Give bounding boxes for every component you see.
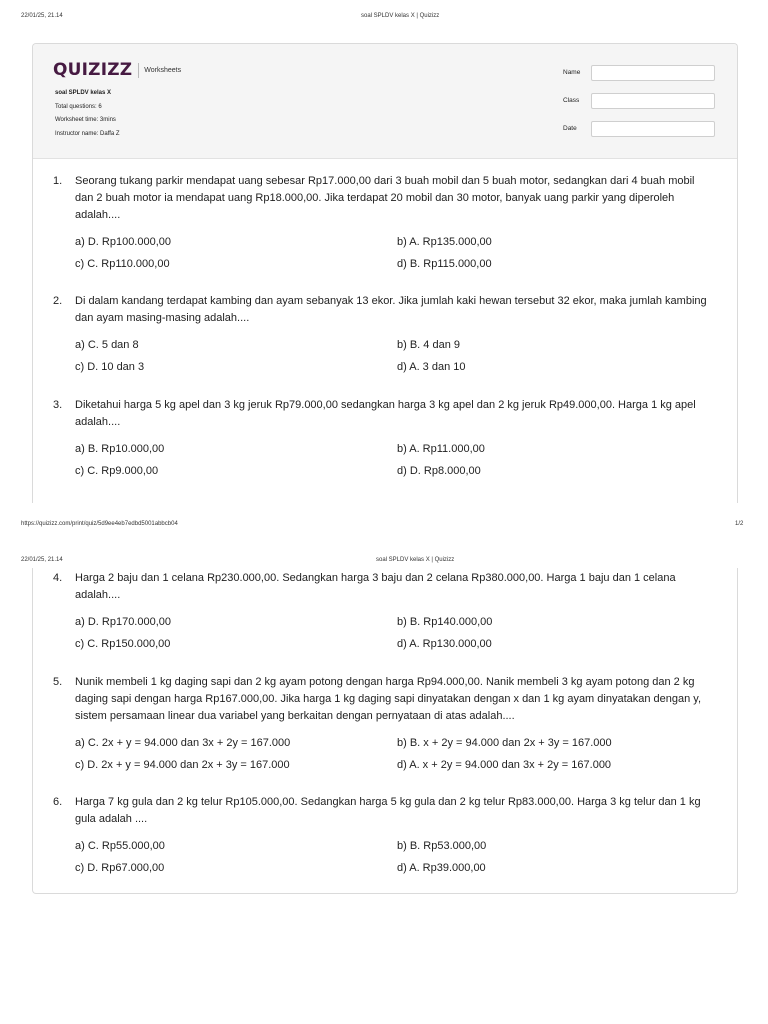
option-b[interactable]: b) B. Rp140.000,00 — [397, 616, 493, 628]
question-4 — [53, 570, 713, 604]
worksheet-header — [33, 44, 737, 159]
worksheet-title: soal SPLDV kelas X — [55, 90, 112, 96]
date-field[interactable] — [591, 121, 715, 137]
option-a[interactable]: a) D. Rp100.000,00 — [75, 236, 172, 248]
option-c[interactable]: c) C. Rp110.000,00 — [75, 258, 170, 270]
name-field[interactable] — [591, 65, 715, 81]
date-label: Date — [563, 125, 577, 132]
question-3 — [53, 397, 713, 431]
question-number: 1. — [53, 175, 63, 187]
question-number: 6. — [53, 796, 63, 808]
option-d[interactable]: d) A. 3 dan 10 — [397, 361, 466, 373]
question-text: Harga 7 kg gula dan 2 kg telur Rp105.000,00. Sedangkan harga 5 kg gula dan 2 kg telur Rp83.000,00. Harga 3 kg telur dan 1 kg gula adalah .... — [75, 796, 701, 825]
question-1 — [53, 173, 713, 224]
option-a[interactable]: a) C. 2x + y = 94.000 dan 3x + 2y = 167.000 — [75, 737, 291, 749]
option-d[interactable]: d) D. Rp8.000,00 — [397, 465, 481, 477]
option-a[interactable]: a) C. Rp55.000,00 — [75, 840, 165, 852]
logo-wordmark: QUIZIZZ — [53, 60, 133, 80]
option-c[interactable]: c) D. Rp67.000,00 — [75, 862, 165, 874]
question-6 — [53, 794, 713, 828]
question-text: Seorang tukang parkir mendapat uang sebesar Rp17.000,00 dari 3 buah mobil dan 5 buah motor, sedangkan dari 4 buah mobil dan 2 buah motor ia mendapat uang Rp18.000,00. Jika terdapat 20 mobil dan 30 motor, banyak uang parkir yang diperoleh adalah.... — [75, 175, 695, 221]
option-b[interactable]: b) A. Rp11.000,00 — [397, 443, 485, 455]
worksheet-card — [32, 43, 738, 503]
question-number: 5. — [53, 676, 63, 688]
option-c[interactable]: c) D. 2x + y = 94.000 dan 2x + 3y = 167.000 — [75, 759, 290, 771]
question-number: 4. — [53, 572, 63, 584]
option-b[interactable]: b) A. Rp135.000,00 — [397, 236, 492, 248]
question-text: Di dalam kandang terdapat kambing dan ayam sebanyak 13 ekor. Jika jumlah kaki hewan tersebut 32 ekor, maka jumlah kambing dan ayam masing-masing adalah.... — [75, 295, 707, 324]
print-page-title: soal SPLDV kelas X | Quizizz — [376, 557, 455, 563]
option-c[interactable]: c) C. Rp150.000,00 — [75, 638, 171, 650]
worksheet-time: Worksheet time: 3mins — [55, 117, 116, 123]
option-d[interactable]: d) A. Rp39.000,00 — [397, 862, 486, 874]
question-5 — [53, 674, 713, 725]
option-c[interactable]: c) D. 10 dan 3 — [75, 361, 145, 373]
option-d[interactable]: d) B. Rp115.000,00 — [397, 258, 492, 270]
name-label: Name — [563, 69, 581, 76]
total-questions: Total questions: 6 — [55, 104, 102, 110]
print-url[interactable]: https://quizizz.com/print/quiz/5d9ee4eb7edbd5001abbcb04 — [21, 521, 178, 527]
print-page-number: 1/2 — [735, 521, 744, 527]
option-a[interactable]: a) C. 5 dan 8 — [75, 339, 139, 351]
option-a[interactable]: a) D. Rp170.000,00 — [75, 616, 172, 628]
option-b[interactable]: b) B. x + 2y = 94.000 dan 2x + 3y = 167.000 — [397, 737, 612, 749]
logo-divider — [138, 63, 139, 78]
question-2 — [53, 293, 713, 327]
print-page-title: soal SPLDV kelas X | Quizizz — [361, 13, 440, 19]
option-d[interactable]: d) A. x + 2y = 94.000 dan 3x + 2y = 167.000 — [397, 759, 612, 771]
class-field[interactable] — [591, 93, 715, 109]
question-text: Harga 2 baju dan 1 celana Rp230.000,00. Sedangkan harga 3 baju dan 2 celana Rp380.000,00. Harga 1 baju dan 1 celana adalah.... — [75, 572, 676, 601]
quizizz-logo — [53, 60, 181, 80]
instructor-name: Instructor name: Daffa Z — [55, 131, 120, 137]
option-b[interactable]: b) B. 4 dan 9 — [397, 339, 460, 351]
print-datetime: 22/01/25, 21.14 — [21, 13, 63, 19]
option-b[interactable]: b) B. Rp53.000,00 — [397, 840, 487, 852]
option-c[interactable]: c) C. Rp9.000,00 — [75, 465, 159, 477]
print-datetime: 22/01/25, 21.14 — [21, 557, 63, 563]
question-text: Nunik membeli 1 kg daging sapi dan 2 kg ayam potong dengan harga Rp94.000,00. Nanik membeli 3 kg ayam potong dan 2 kg daging sapi dengan harga Rp167.000,00. Jika harga 1 kg daging sapi dinyatakan dengan x dan 1 kg ayam dinyatakan dengan y, sistem persamaan linear dua variabel yang berkaitan dengan pernyataan di atas adalah.... — [75, 676, 702, 722]
question-number: 3. — [53, 399, 63, 411]
class-label: Class — [563, 97, 580, 104]
option-a[interactable]: a) B. Rp10.000,00 — [75, 443, 165, 455]
question-number: 2. — [53, 295, 63, 307]
logo-section-label: Worksheets — [144, 67, 182, 74]
question-text: Diketahui harga 5 kg apel dan 3 kg jeruk Rp79.000,00 sedangkan harga 3 kg apel dan 2 kg jeruk Rp49.000,00. Harga 1 kg apel adalah.... — [75, 399, 696, 428]
option-d[interactable]: d) A. Rp130.000,00 — [397, 638, 492, 650]
